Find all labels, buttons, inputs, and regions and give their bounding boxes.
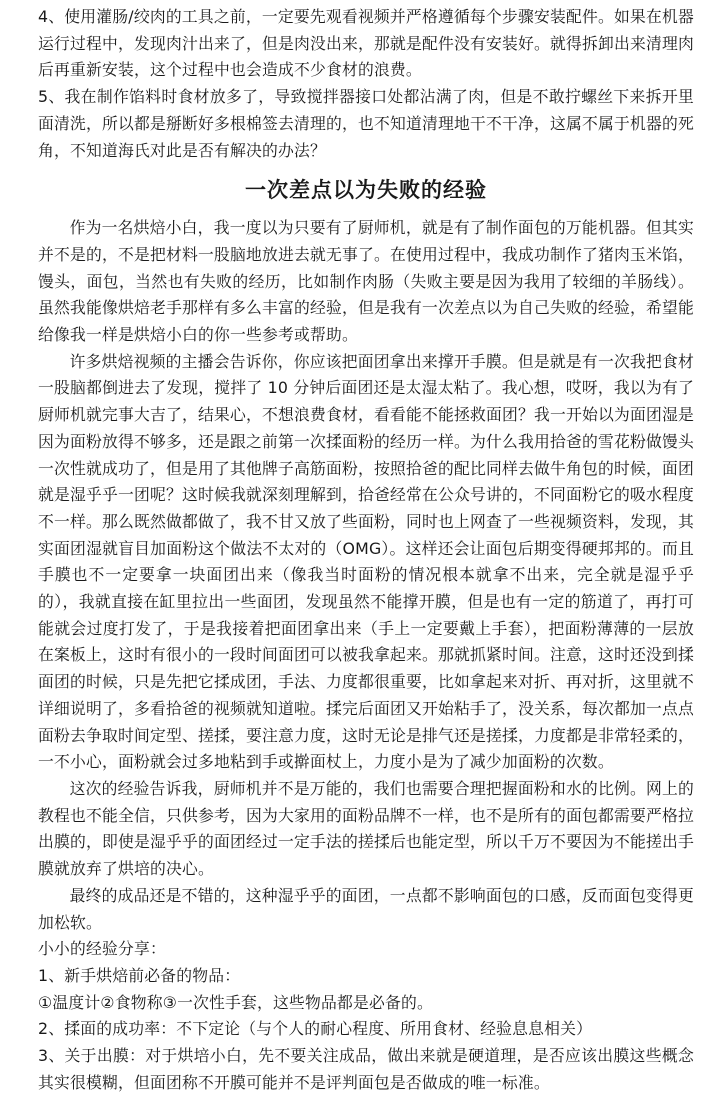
tips-item-3: 3、关于出膜：对于烘培小白，先不要关注成品，做出来就是硬道理，是否应该出膜这些概念其实很模糊，但面团称不开膜可能并不是评判面包是否做成的唯一标准。 bbox=[38, 1046, 694, 1092]
tips-item-2: 2、揉面的成功率：不下定论（与个人的耐心程度、所用食材、经验息息相关） bbox=[38, 1019, 593, 1039]
intro-item-4: 4、使用灌肠/绞肉的工具之前，一定要先观看视频并严格遵循每个步骤安装配件。如果在机器运行过程中，发现肉汁出来了，但是肉没出来，那就是配件没有安装好。就得拆卸出来清理肉后再重新安装，这个过程中也会造成不少食材的浪费。 bbox=[38, 7, 694, 80]
article-paragraph-3: 这次的经验告诉我，厨师机并不是万能的，我们也需要合理把握面粉和水的比例。网上的教程也不能全信，只供参考，因为大家用的面粉品牌不一样，也不是所有的面包都需要严格拉出膜的，即使是湿乎乎的面团经过一定手法的搓揉后也能定型，所以千万不要因为不能搓出手膜就放弃了烘培的决心。 bbox=[38, 778, 694, 879]
article-paragraph-1: 作为一名烘焙小白，我一度以为只要有了厨师机，就是有了制作面包的万能机器。但其实并不是的，不是把材料一股脑地放进去就无事了。在使用过程中，我成功制作了猪肉玉米馅，馒头，面包，当然也有失败的经历，比如制作肉肠（失败主要是因为我用了较细的羊肠线）。虽然我能像烘焙老手那样有多么丰富的经验，但是我有一次差点以为自己失败的经验，希望能给像我一样是烘焙小白的你一些参考或帮助。 bbox=[38, 218, 694, 345]
tips-item-1-body: ①温度计②食物称③一次性手套，这些物品都是必备的。 bbox=[38, 992, 434, 1012]
intro-item-5: 5、我在制作馅料时食材放多了，导致搅拌器接口处都沾满了肉，但是不敢拧螺丝下来拆开里面清洗，所以都是掰断好多根棉签去清理的，也不知道清理地干不干净，这属不属于机器的死角，不知道海氏对此是否有解决的办法？ bbox=[38, 87, 694, 160]
tips-heading: 小小的经验分享： bbox=[38, 939, 166, 959]
article-title: 一次差点以为失败的经验 bbox=[245, 178, 487, 203]
document-page bbox=[38, 4, 694, 1096]
article-paragraph-2: 许多烘焙视频的主播会告诉你，你应该把面团拿出来撑开手膜。但是就是有一次我把食材一股脑都倒进去了发现，搅拌了 10 分钟后面团还是太湿太粘了。我心想，哎呀，我以为有了厨师机就完事大吉了，结果心，不想浪费食材，看看能不能拯救面团？我一开始以为面团湿是因为面粉放得不够多，还是跟之前第一次揉面粉的经历一样。为什么我用拾爸的雪花粉做馒头一次性就成功了，但是用了其他牌子高筋面粉，按照拾爸的配比同样去做牛角包的时候，面团就是湿乎乎一团呢？这时候我就深刻理解到，拾爸经常在公众号讲的，不同面粉它的吸水程度不一样。那么既然做都做了，我不甘又放了些面粉，同时也上网查了一些视频资料，发现，其实面团湿就盲目加面粉这个做法不太对的（OMG）。这样还会让面包后期变得硬邦邦的。而且手膜也不一定要拿一块面团出来（像我当时面粉的情况根本就拿不出来，完全就是湿乎乎的），我就直接在缸里拉出一些面团，发现虽然不能撑开膜，但是也有一定的筋道了，再打可能就会过度打发了，于是我接着把面团拿出来（手上一定要戴上手套），把面粉薄薄的一层放在案板上，这时有很小的一段时间面团可以被我拿起来。那就抓紧时间。注意，这时还没到揉面团的时候，只是先把它揉成团，手法、力度都很重要，比如拿起来对折、再对折，这里就不详细说明了，多看拾爸的视频就知道啦。揉完后面团又开始粘手了，没关系，每次都加一点点面粉去争取时间定型、搓揉，要注意力度，这时无论是排气还是搓揉，力度都是非常轻柔的，一不小心，面粉就会过多地粘到手或擀面杖上，力度小是为了减少加面粉的次数。 bbox=[38, 351, 694, 772]
article-paragraph-4: 最终的成品还是不错的，这种湿乎乎的面团，一点都不影响面包的口感，反而面包变得更加松软。 bbox=[38, 885, 694, 932]
tips-item-1-title: 1、新手烘焙前必备的物品： bbox=[38, 965, 241, 985]
